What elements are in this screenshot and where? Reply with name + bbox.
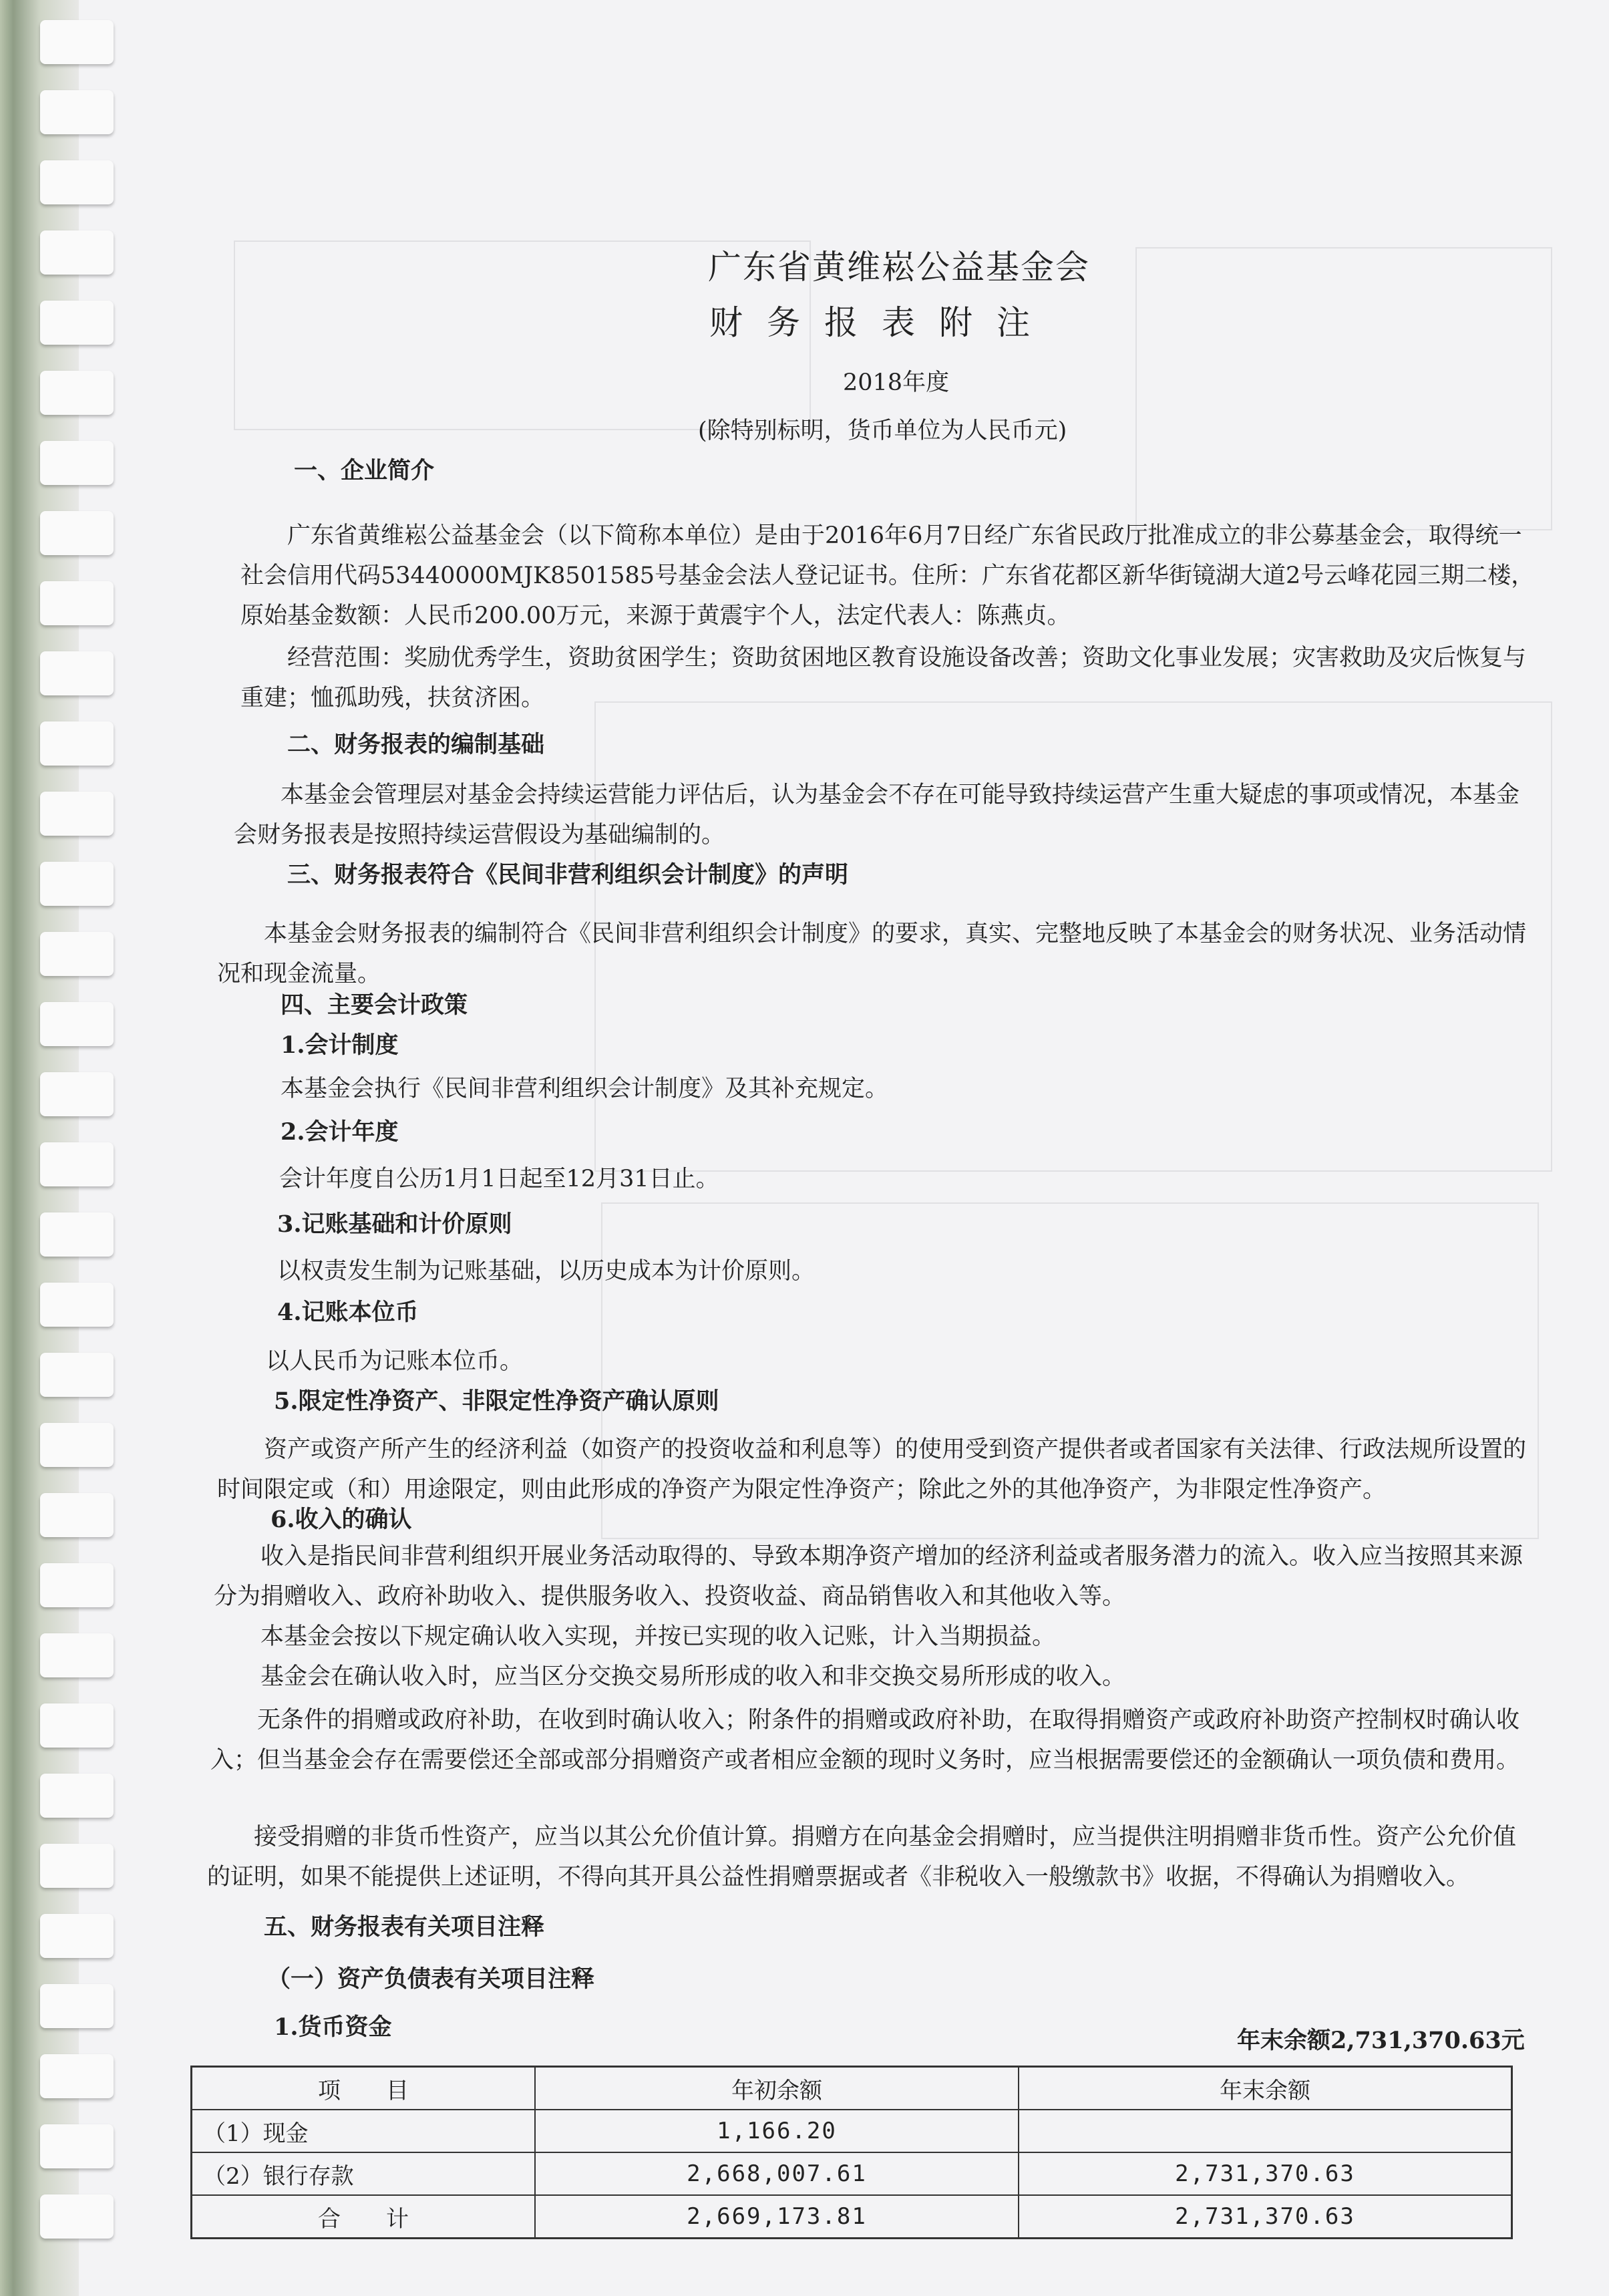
begin-balance-cell: 1,166.20: [535, 2110, 1019, 2152]
column-header: 项 目: [192, 2067, 536, 2110]
binding-ring: [40, 1072, 114, 1116]
binding-ring: [40, 1914, 114, 1958]
table-row: [192, 2110, 1512, 2152]
binding-ring: [40, 862, 114, 906]
binding-ring: [40, 1984, 114, 2028]
paragraph: 以权责发生制为记账基础，以历史成本为计价原则。: [277, 1258, 816, 1285]
item-cell: （1）现金: [192, 2110, 536, 2152]
org-title: 广东省黄维崧公益基金会: [708, 248, 1090, 287]
subheading: 1.货币资金: [274, 2013, 392, 2041]
cash-balance-table: [190, 2066, 1513, 2239]
binding-ring: [40, 721, 114, 766]
paragraph: 资产或资产所产生的经济利益（如资产的投资收益和利息等）的使用受到资产提供者或者国家有关法律、行政法规所设置的时间限定或（和）用途限定，则由此形成的净资产为限定性净资产；除此之外的其他净资产，为非限定性净资产。: [217, 1436, 1527, 1503]
section-heading: 一、企业简介: [294, 457, 435, 484]
binding-ring: [40, 1633, 114, 1677]
report-year: 2018年度: [843, 369, 950, 396]
subheading: 1.会计制度: [281, 1031, 399, 1059]
binding-ring: [40, 230, 114, 275]
binding-ring: [40, 651, 114, 695]
paragraph: 基金会在确认收入时，应当区分交换交易所形成的收入和非交换交易所形成的收入。: [260, 1663, 1126, 1690]
binding-ring: [40, 441, 114, 485]
binding-ring: [40, 1703, 114, 1748]
binding-ring: [40, 511, 114, 555]
binding-ring: [40, 1142, 114, 1186]
paragraph: 本基金会财务报表的编制符合《民间非营利组织会计制度》的要求，真实、完整地反映了本基金会的财务状况、业务活动情况和现金流量。: [217, 921, 1527, 987]
column-header: 年末余额: [1019, 2067, 1512, 2110]
column-header: 年初余额: [535, 2067, 1019, 2110]
year-end-balance-note: 年末余额2,731,370.63元: [1237, 2027, 1525, 2054]
binding-ring: [40, 1283, 114, 1327]
show-through-table: [1135, 247, 1552, 530]
binding-ring: [40, 1844, 114, 1888]
paragraph: 会计年度自公历1月1日起至12月31日止。: [279, 1166, 719, 1192]
table-row: [192, 2152, 1512, 2195]
paragraph: 本基金会按以下规定确认收入实现，并按已实现的收入记账，计入当期损益。: [260, 1623, 1056, 1650]
binding-ring: [40, 1423, 114, 1467]
paragraph: 无条件的捐赠或政府补助，在收到时确认收入；附条件的捐赠或政府补助，在取得捐赠资产或政府补助资产控制权时确认收入；但当基金会存在需要偿还全部或部分捐赠资产或者相应金额的现时义务时，应当根据需要偿还的金额确认一项负债和费用。: [210, 1707, 1520, 1774]
paragraph: 收入是指民间非营利组织开展业务活动取得的、导致本期净资产增加的经济利益或者服务潜力的流入。收入应当按照其来源分为捐赠收入、政府补助收入、提供服务收入、投资收益、商品销售收入和其他收入等。: [214, 1543, 1524, 1610]
end-balance-cell: [1019, 2110, 1512, 2152]
binding-ring: [40, 581, 114, 625]
binding-ring: [40, 1212, 114, 1257]
paragraph: 接受捐赠的非货币性资产，应当以其公允价值计算。捐赠方在向基金会捐赠时，应当提供注明捐赠非货币性。资产公允价值的证明，如果不能提供上述证明，不得向其开具公益性捐赠票据或者《非税收入一般缴款书》收据，不得确认为捐赠收入。: [207, 1824, 1517, 1891]
binding-ring: [40, 301, 114, 345]
binding-ring: [40, 2054, 114, 2098]
binding-ring: [40, 1493, 114, 1537]
paragraph: 以人民币为记账本位币。: [266, 1348, 524, 1375]
begin-balance-cell: 2,669,173.81: [535, 2195, 1019, 2239]
end-balance-cell: 2,731,370.63: [1019, 2152, 1512, 2195]
binding-ring: [40, 1002, 114, 1046]
section-heading: 三、财务报表符合《民间非营利组织会计制度》的声明: [287, 861, 849, 888]
item-cell: （2）银行存款: [192, 2152, 536, 2195]
binding-ring: [40, 90, 114, 134]
binding-ring: [40, 1774, 114, 1818]
section-heading: 五、财务报表有关项目注释: [264, 1913, 545, 1941]
subheading: 5.限定性净资产、非限定性净资产确认原则: [274, 1387, 719, 1415]
binding-ring: [40, 932, 114, 976]
paragraph: 广东省黄维崧公益基金会（以下简称本单位）是由于2016年6月7日经广东省民政厅批准成立的非公募基金会，取得统一社会信用代码53440000MJK8501585号基金会法人登记证书。住所：广东省花都区新华街镜湖大道2号云峰花园三期二楼，原始基金数额：人民币200.00万元，来源于黄震宇个人，法定代表人：陈燕贞。: [240, 522, 1535, 629]
binding-ring: [40, 1563, 114, 1607]
subheading: 4.记账本位币: [277, 1299, 419, 1326]
binding-ring: [40, 792, 114, 836]
end-balance-cell: 2,731,370.63: [1019, 2195, 1512, 2239]
binding-ring: [40, 20, 114, 64]
subheading: 6.收入的确认: [271, 1506, 412, 1533]
subheading: （一）资产负债表有关项目注释: [267, 1965, 595, 1993]
table-header-row: [192, 2067, 1512, 2110]
binding-ring: [40, 2124, 114, 2168]
binding-ring: [40, 1353, 114, 1397]
subheading: 2.会计年度: [281, 1118, 399, 1146]
binding-ring: [40, 160, 114, 204]
binding-ring: [40, 2194, 114, 2239]
begin-balance-cell: 2,668,007.61: [535, 2152, 1019, 2195]
section-heading: 四、主要会计政策: [281, 991, 468, 1019]
item-cell: 合 计: [192, 2195, 536, 2239]
binding-ring: [40, 371, 114, 415]
currency-note: (除特别标明，货币单位为人民币元): [698, 418, 1067, 444]
table-total-row: [192, 2195, 1512, 2239]
subheading: 3.记账基础和计价原则: [277, 1210, 512, 1238]
section-heading: 二、财务报表的编制基础: [287, 731, 545, 758]
paragraph: 本基金会管理层对基金会持续运营能力评估后，认为基金会不存在可能导致持续运营产生重大疑虑的事项或情况，本基金会财务报表是按照持续运营假设为基础编制的。: [234, 782, 1520, 848]
report-title: 财务报表附注: [709, 303, 1054, 342]
paragraph: 经营范围：奖励优秀学生，资助贫困学生；资助贫困地区教育设施设备改善；资助文化事业发展；灾害救助及灾后恢复与重建；恤孤助残，扶贫济困。: [240, 645, 1527, 711]
paragraph: 本基金会执行《民间非营利组织会计制度》及其补充规定。: [281, 1076, 889, 1102]
